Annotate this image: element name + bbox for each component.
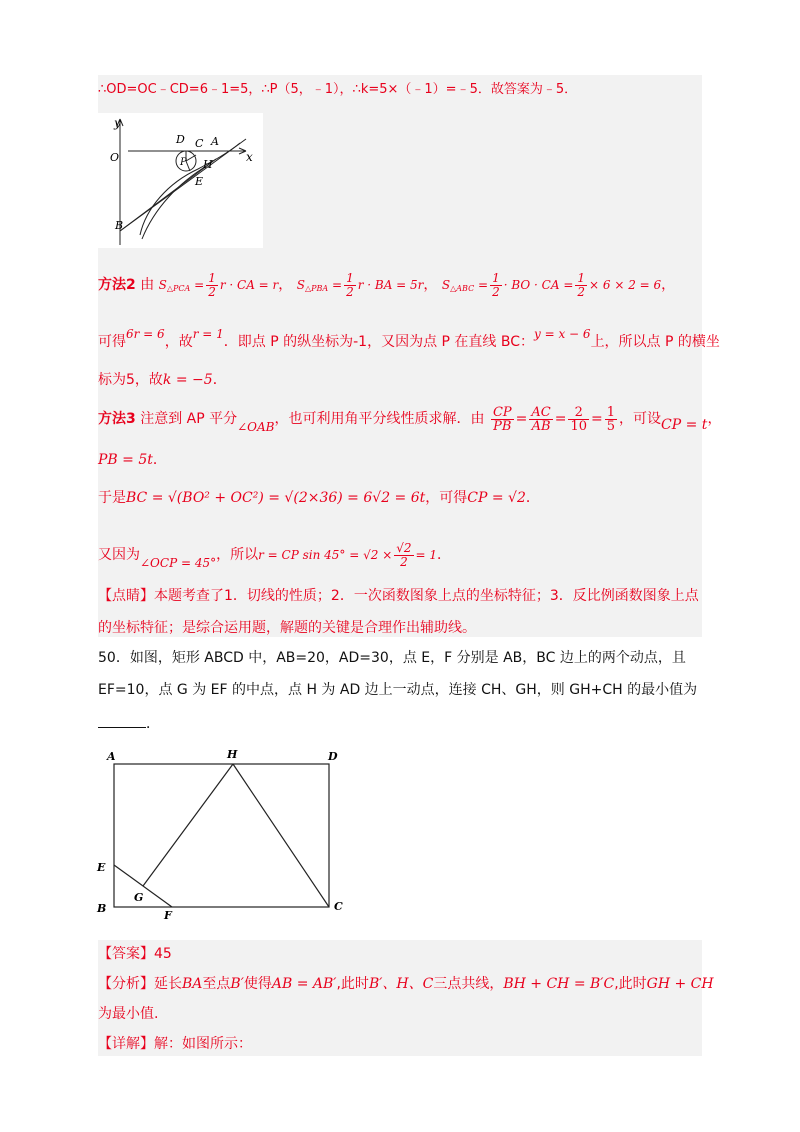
half-fraction-4: $\frac{1}{2}$	[577, 270, 586, 299]
eq-pb-5t: PB = 5t	[98, 452, 153, 468]
eq-ab-abprime: AB = AB′	[271, 976, 337, 992]
fig1-label-b: B	[115, 219, 124, 232]
comment-line2: 的坐标特征；是综合运用题，解题的关键是合理作出辅助线。	[98, 620, 476, 636]
eq-k: k = −5	[162, 372, 213, 388]
fraction-1-5: $\frac{1}{5}$	[606, 404, 616, 434]
problem50-line3: ．	[98, 714, 160, 734]
fig1-label-p: P	[180, 157, 187, 168]
method2-line2: 可得6r = 6，故r = 1．即点 P 的纵坐标为-1，又因为点 P 在直线 BC：y = x − 6上，所以点 P 的横坐	[98, 327, 720, 350]
eq-r-result: = 1	[415, 548, 438, 562]
solution-conclusion: ∴OD=OC﹣CD=6﹣1=5，∴P（5，﹣1），∴k=5×（﹣1）=﹣5．故答案为﹣5．	[98, 82, 578, 97]
eq-r-sin: r = CP sin 45° = √2 ×	[258, 548, 393, 562]
eq-bh-ch: BH + CH = B′C	[503, 976, 615, 992]
half-fraction-3: $\frac{1}{2}$	[492, 270, 500, 299]
comment-line1: 【点睛】本题考查了1．切线的性质；2．一次函数图象上点的坐标特征；3．反比例函数图象上点	[98, 588, 699, 604]
eq-cp-t: CP = t	[661, 417, 708, 433]
method2-formula-3: $S_{\triangle ABC}$ =	[441, 278, 489, 293]
method2-formula-3-mid: · BO · CA =	[503, 278, 574, 292]
fig2-label-g: G	[134, 891, 144, 904]
eq-gh-ch: GH + CH	[646, 976, 714, 992]
method2-formula-2: $S_{\triangle PBA}$ =	[296, 278, 343, 293]
method2-formula-2-rhs: r · BA = 5r	[357, 278, 424, 292]
method2-line1: 方法2 由 $S_{\triangle PCA}$ = $\frac{1}{2}$ r · CA = r， $S_{\triangle PBA}$ = $\frac{1}{2}$ r · BA = 5r， $S_{\triangle ABC}$ = $\frac{1}{2}$ · BO · CA = $\frac{1}{2}$ × 6 × 2 = 6，	[98, 270, 676, 299]
analysis-line1: 【分析】延长BA至点B′使得AB = AB′,此时B′、H、C三点共线，BH + CH = B′C,此时GH + CH	[98, 976, 714, 992]
method2-formula-1-rhs: r · CA = r	[219, 278, 279, 292]
method2-label: 方法2	[98, 277, 136, 293]
fig1-label-h: H	[203, 158, 213, 171]
fraction-ac-ab: $\frac{AC}{AB}$	[531, 404, 551, 434]
fig2-label-b: B	[97, 902, 107, 915]
method3-line4: 又因为∠OCP = 45°，所以r = CP sin 45° = √2 × $\frac{√2}{2}$ = 1．	[98, 540, 452, 570]
point-b-prime: B′	[230, 976, 244, 992]
analysis-line2: 为最小值.	[98, 1006, 159, 1022]
answer-blank	[98, 727, 146, 728]
method3-line3: 于是BC = √(BO² + OC²) = √(2×36) = 6√2 = 6t，可得CP = √2．	[98, 490, 540, 506]
figure-2	[94, 744, 356, 920]
method2-line3: 标为5，故k = −5．	[98, 372, 227, 388]
eq-6r: 6r = 6	[126, 327, 165, 341]
fig1-label-e: E	[195, 175, 204, 188]
angle-oab: ∠OAB	[237, 420, 275, 434]
half-fraction-2: $\frac{1}{2}$	[346, 270, 354, 299]
fig1-label-x: x	[246, 150, 253, 164]
fig1-label-a: A	[211, 135, 219, 148]
fig1-label-y: y	[114, 116, 121, 130]
answer-line: 【答案】45	[98, 946, 172, 962]
problem50-line1: 50．如图，矩形 ABCD 中，AB=20，AD=30，点 E，F 分别是 AB，BC 边上的两个动点，且	[98, 650, 686, 666]
fraction-sqrt2-2: $\frac{√2}{2}$	[396, 540, 412, 569]
figure-1	[98, 113, 263, 248]
fig2-label-f: F	[164, 909, 172, 920]
fig2-label-a: A	[107, 750, 116, 763]
fig2-label-e: E	[97, 861, 106, 874]
detail-line: 【详解】解：如图所示：	[98, 1036, 252, 1052]
points-collinear: B′、H、C	[368, 976, 434, 992]
fraction-2-10: $\frac{2}{10}$	[570, 404, 588, 434]
eq-cp-sqrt2: CP = √2	[467, 490, 526, 506]
fig2-label-c: C	[334, 900, 343, 913]
fig1-label-d: D	[176, 133, 185, 146]
method3-line1: 方法3 注意到 AP 平分∠OAB，也可利用角平分线性质求解．由 $\frac{CP}{PB}$ = $\frac{AC}{AB}$ = $\frac{2}{10}$ = $\frac{1}{5}$ ，可设CP = t，	[98, 404, 722, 434]
angle-ocp: ∠OCP = 45°	[140, 556, 217, 570]
method3-label: 方法3	[98, 411, 136, 427]
method3-line2: PB = 5t．	[98, 452, 167, 468]
method2-lead: 由	[140, 277, 155, 293]
fig1-label-c: C	[195, 137, 204, 150]
method2-formula-1: $S_{\triangle PCA}$ =	[158, 278, 205, 293]
fig1-label-o: O	[110, 151, 120, 164]
half-fraction-1: $\frac{1}{2}$	[208, 270, 216, 299]
fraction-cp-pb: $\frac{CP}{PB}$	[492, 404, 512, 434]
eq-line-bc: y = x − 6	[534, 327, 591, 341]
fig2-label-d: D	[328, 750, 338, 763]
problem50-line2: EF=10，点 G 为 EF 的中点，点 H 为 AD 边上一动点，连接 CH、GH，则 GH+CH 的最小值为	[98, 682, 698, 698]
segment-ba: BA	[182, 976, 203, 992]
eq-bc: BC = √(BO² + OC²) = √(2×36) = 6√2 = 6t	[126, 490, 426, 506]
eq-r: r = 1	[192, 327, 224, 341]
fig2-label-h: H	[227, 748, 238, 761]
method2-formula-3-rhs: × 6 × 2 = 6	[589, 278, 662, 292]
